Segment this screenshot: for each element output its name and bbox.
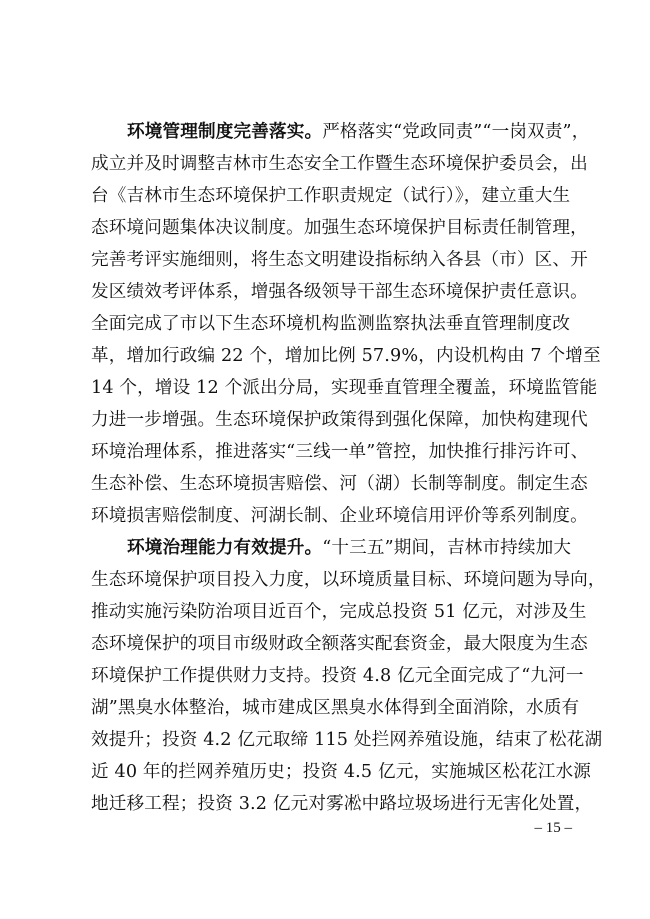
text-line: 地迁移工程；投资 3.2 亿元对雾凇中路垃圾场进行无害化处置， bbox=[91, 794, 593, 814]
text-line: 环境保护工作提供财力支持。投资 4.8 亿元全面完成了“九河一 bbox=[91, 666, 584, 686]
paragraph-lead-heading: 环境治理能力有效提升。 bbox=[127, 537, 323, 558]
text-line: 近 40 年的拦网养殖历史；投资 4.5 亿元，实施城区松花江水源 bbox=[91, 762, 591, 782]
text-line: 生态环境保护项目投入力度，以环境质量目标、环境问题为导向， bbox=[91, 570, 606, 590]
text-line: 生态补偿、生态环境损害赔偿、河（湖）长制等制度。制定生态 bbox=[91, 474, 588, 494]
text-line: 环境治理体系，推进落实“三线一单”管控，加快推行排污许可、 bbox=[91, 442, 589, 462]
text-line: 革，增加行政编 22 个，增加比例 57.9%，内设机构由 7 个增至 bbox=[91, 346, 601, 366]
text-line: 完善考评实施细则，将生态文明建设指标纳入各县（市）区、开 bbox=[91, 250, 588, 270]
paragraph-governance-capacity bbox=[91, 532, 606, 820]
text-line: 态环境问题集体决议制度。加强生态环境保护目标责任制管理， bbox=[91, 218, 588, 238]
text-line: 推动实施污染防治项目近百个，完成总投资 51 亿元，对涉及生 bbox=[91, 602, 587, 622]
text-line: 环境管理制度完善落实。严格落实“党政同责”“一岗双责”， bbox=[127, 121, 590, 142]
text-line: 成立并及时调整吉林市生态安全工作暨生态环境保护委员会，出 bbox=[91, 154, 588, 174]
text-line: 湖”黑臭水体整治，城市建成区黑臭水体得到全面消除，水质有 bbox=[91, 698, 580, 718]
text-line: 环境治理能力有效提升。“十三五”期间，吉林市持续加大 bbox=[127, 537, 572, 558]
text-line: 全面完成了市以下生态环境机构监测监察执法垂直管理制度改 bbox=[91, 314, 571, 334]
text-line: 力进一步增强。生态环境保护政策得到强化保障，加快构建现代 bbox=[91, 410, 588, 430]
paragraph-environmental-management bbox=[91, 116, 601, 532]
text-line: 环境损害赔偿制度、河湖长制、企业环境信用评价等系列制度。 bbox=[91, 506, 588, 526]
text-line: 台《吉林市生态环境保护工作职责规定（试行）》，建立重大生 bbox=[91, 186, 571, 206]
paragraph-lead-heading: 环境管理制度完善落实。 bbox=[127, 121, 323, 142]
text-line: 态环境保护的项目市级财政全额落实配套资金，最大限度为生态 bbox=[91, 634, 588, 654]
page-number: – 15 – bbox=[534, 820, 572, 836]
text-line: 效提升；投资 4.2 亿元取缔 115 处拦网养殖设施，结束了松花湖 bbox=[91, 730, 603, 750]
text-line: 14 个，增设 12 个派出分局，实现垂直管理全覆盖，环境监管能 bbox=[91, 378, 598, 398]
text-line: 发区绩效考评体系，增强各级领导干部生态环境保护责任意识。 bbox=[91, 282, 588, 302]
